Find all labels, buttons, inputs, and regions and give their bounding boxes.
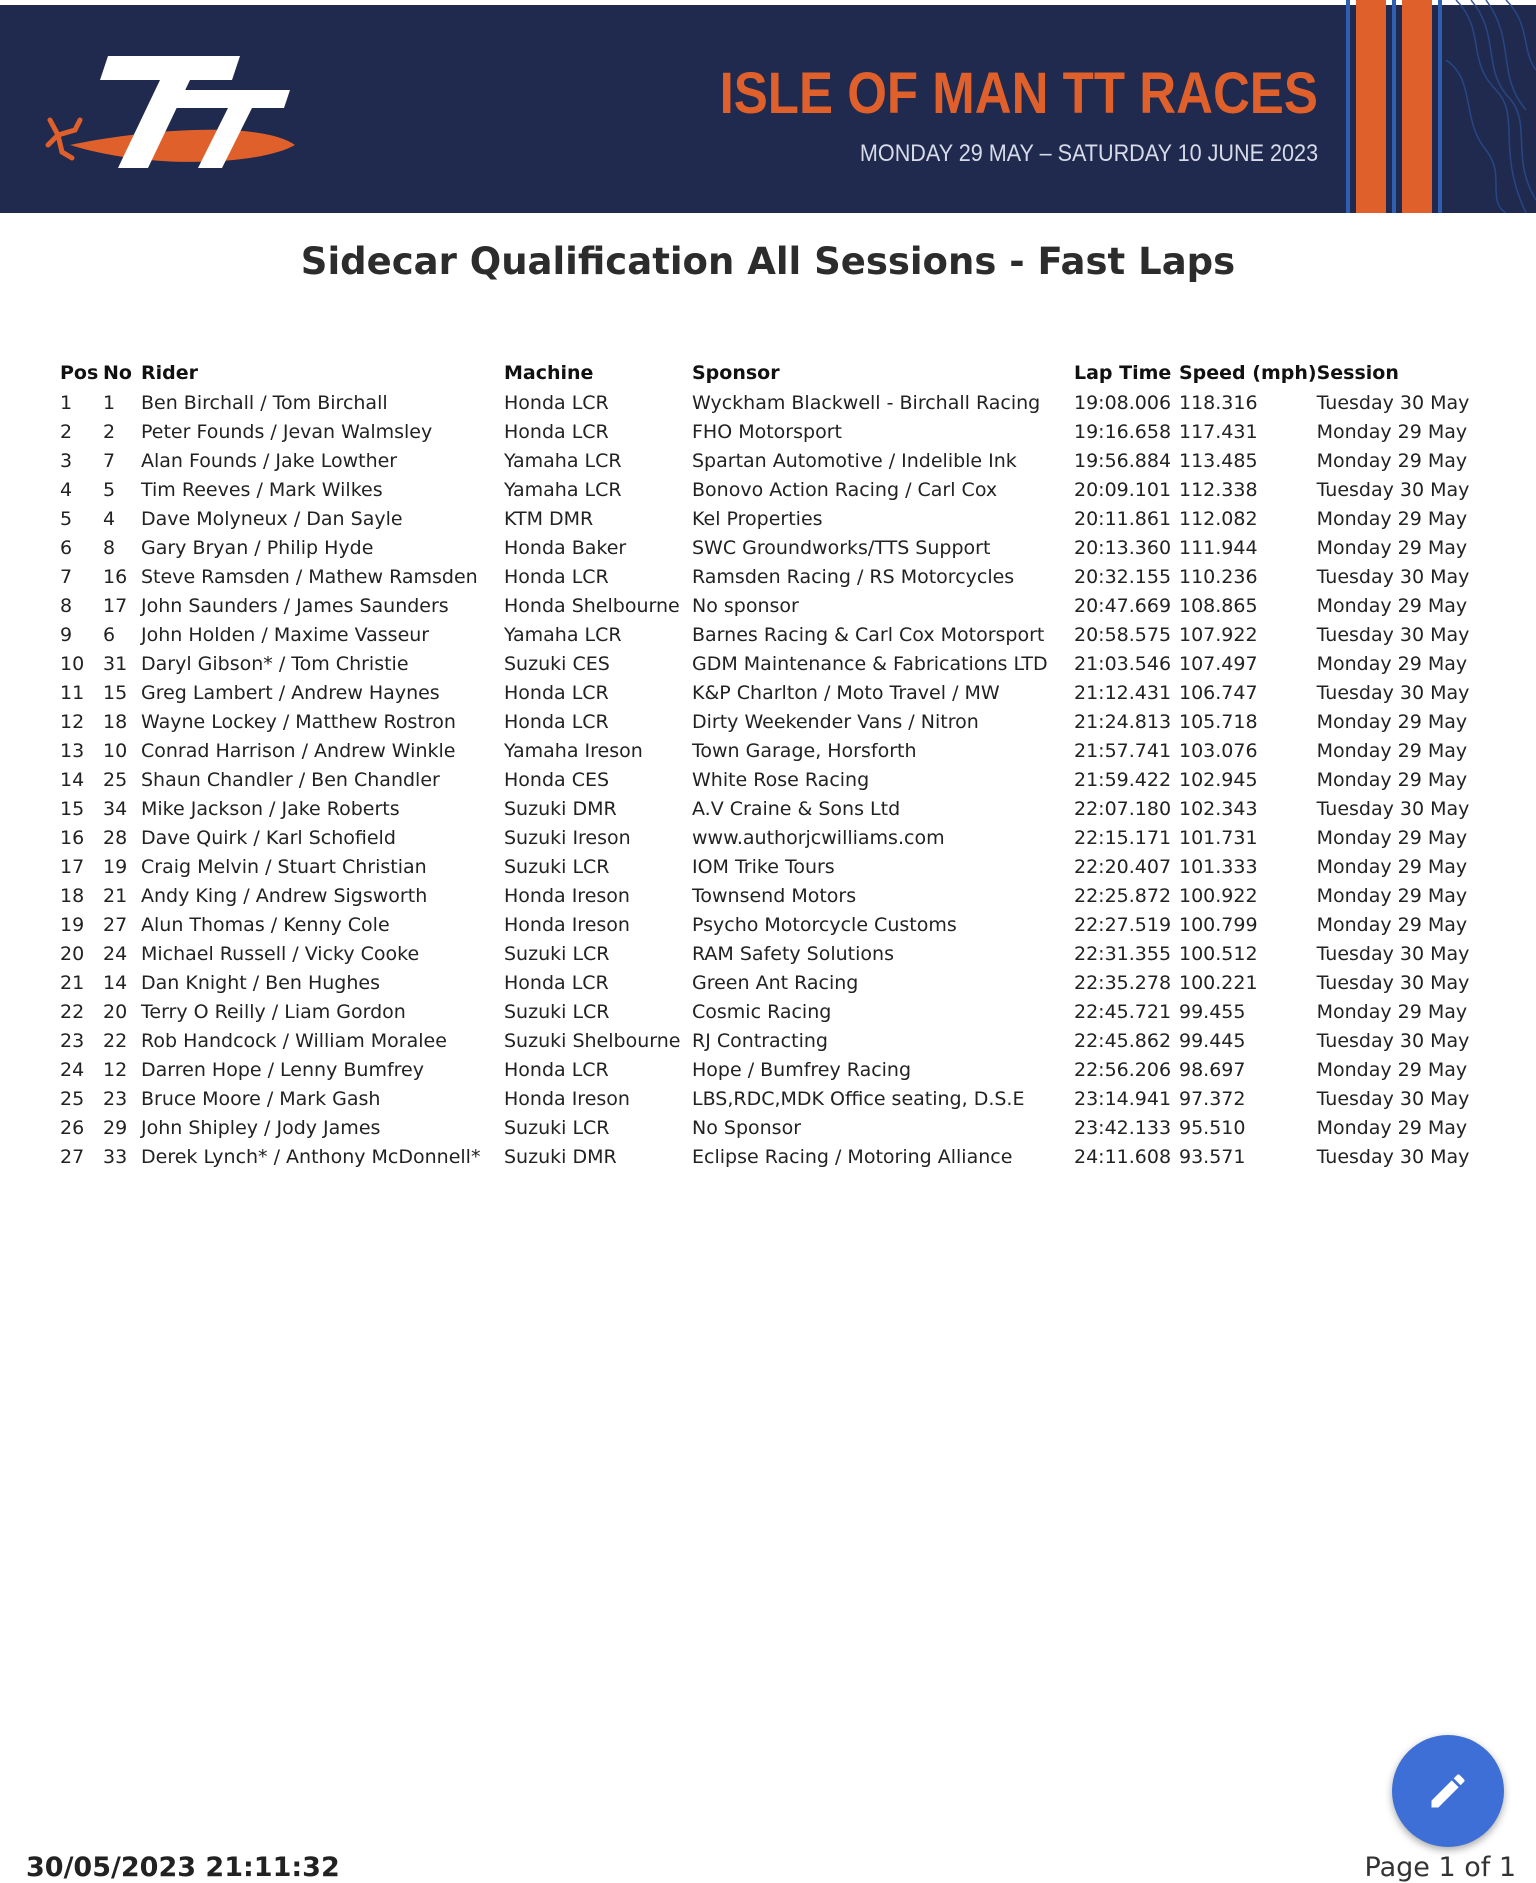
cell-lap-time: 20:58.575 [1074, 623, 1172, 646]
header-sponsor: Sponsor [692, 362, 780, 384]
cell-speed: 108.865 [1179, 594, 1258, 617]
cell-machine: KTM DMR [504, 507, 594, 530]
header-rider: Rider [141, 362, 198, 384]
cell-lap-time: 20:32.155 [1074, 565, 1172, 588]
cell-lap-time: 24:11.608 [1074, 1145, 1172, 1168]
cell-rider: Conrad Harrison / Andrew Winkle [141, 739, 456, 762]
cell-session: Tuesday 30 May [1316, 797, 1470, 820]
cell-sponsor: Spartan Automotive / Indelible Ink [692, 449, 1017, 472]
table-row [60, 533, 1477, 562]
header-no: No [103, 362, 132, 384]
cell-speed: 102.343 [1179, 797, 1258, 820]
cell-machine: Honda LCR [504, 710, 609, 733]
cell-rider: Bruce Moore / Mark Gash [141, 1087, 381, 1110]
table-row [60, 417, 1477, 446]
cell-session: Tuesday 30 May [1316, 478, 1470, 501]
cell-session: Monday 29 May [1316, 420, 1468, 443]
cell-session: Tuesday 30 May [1316, 1087, 1470, 1110]
cell-no: 22 [103, 1029, 128, 1052]
cell-machine: Yamaha Ireson [504, 739, 643, 762]
cell-pos: 4 [60, 478, 73, 501]
banner-top-border [0, 0, 1536, 5]
cell-rider: Gary Bryan / Philip Hyde [141, 536, 374, 559]
cell-machine: Suzuki Ireson [504, 826, 631, 849]
cell-sponsor: A.V Craine & Sons Ltd [692, 797, 901, 820]
cell-sponsor: White Rose Racing [692, 768, 870, 791]
cell-rider: Daryl Gibson* / Tom Christie [141, 652, 409, 675]
tt-logo-icon [30, 50, 300, 175]
cell-session: Tuesday 30 May [1316, 1029, 1470, 1052]
cell-no: 6 [103, 623, 116, 646]
cell-lap-time: 21:12.431 [1074, 681, 1172, 704]
cell-lap-time: 22:45.721 [1074, 1000, 1172, 1023]
table-header-row [60, 358, 1477, 388]
cell-sponsor: Cosmic Racing [692, 1000, 832, 1023]
cell-speed: 110.236 [1179, 565, 1258, 588]
cell-speed: 107.497 [1179, 652, 1258, 675]
table-row [60, 562, 1477, 591]
cell-machine: Suzuki Shelbourne [504, 1029, 681, 1052]
cell-lap-time: 21:59.422 [1074, 768, 1172, 791]
cell-pos: 22 [60, 1000, 85, 1023]
cell-session: Monday 29 May [1316, 594, 1468, 617]
cell-no: 19 [103, 855, 128, 878]
cell-sponsor: Town Garage, Horsforth [692, 739, 917, 762]
cell-rider: Terry O Reilly / Liam Gordon [141, 1000, 406, 1023]
cell-pos: 3 [60, 449, 73, 472]
banner-title: ISLE OF MAN TT RACES [719, 61, 1318, 126]
cell-sponsor: Eclipse Racing / Motoring Alliance [692, 1145, 1013, 1168]
cell-session: Monday 29 May [1316, 652, 1468, 675]
table-row [60, 852, 1477, 881]
cell-sponsor: RJ Contracting [692, 1029, 828, 1052]
cell-speed: 117.431 [1179, 420, 1258, 443]
report-title: Sidecar Qualification All Sessions - Fast Laps [300, 240, 1236, 283]
cell-pos: 2 [60, 420, 73, 443]
cell-no: 14 [103, 971, 128, 994]
cell-lap-time: 22:27.519 [1074, 913, 1172, 936]
cell-lap-time: 22:31.355 [1074, 942, 1172, 965]
cell-machine: Honda LCR [504, 391, 609, 414]
cell-lap-time: 22:15.171 [1074, 826, 1172, 849]
table-row [60, 678, 1477, 707]
cell-rider: Steve Ramsden / Mathew Ramsden [141, 565, 478, 588]
cell-lap-time: 21:24.813 [1074, 710, 1172, 733]
cell-pos: 8 [60, 594, 73, 617]
cell-machine: Honda Ireson [504, 1087, 630, 1110]
cell-session: Monday 29 May [1316, 536, 1468, 559]
cell-sponsor: Hope / Bumfrey Racing [692, 1058, 912, 1081]
cell-lap-time: 23:14.941 [1074, 1087, 1172, 1110]
cell-lap-time: 19:56.884 [1074, 449, 1172, 472]
cell-speed: 101.333 [1179, 855, 1258, 878]
cell-sponsor: Kel Properties [692, 507, 823, 530]
cell-lap-time: 19:08.006 [1074, 391, 1172, 414]
cell-pos: 19 [60, 913, 85, 936]
cell-no: 17 [103, 594, 128, 617]
cell-session: Tuesday 30 May [1316, 681, 1470, 704]
cell-machine: Honda Ireson [504, 913, 630, 936]
cell-no: 5 [103, 478, 116, 501]
cell-no: 7 [103, 449, 116, 472]
cell-no: 21 [103, 884, 128, 907]
cell-session: Tuesday 30 May [1316, 1145, 1470, 1168]
cell-session: Monday 29 May [1316, 913, 1468, 936]
cell-machine: Honda Baker [504, 536, 627, 559]
cell-pos: 25 [60, 1087, 85, 1110]
cell-session: Monday 29 May [1316, 826, 1468, 849]
cell-rider: John Holden / Maxime Vasseur [141, 623, 430, 646]
cell-speed: 103.076 [1179, 739, 1258, 762]
cell-session: Tuesday 30 May [1316, 391, 1470, 414]
cell-pos: 26 [60, 1116, 85, 1139]
cell-session: Tuesday 30 May [1316, 623, 1470, 646]
cell-sponsor: IOM Trike Tours [692, 855, 835, 878]
cell-rider: Michael Russell / Vicky Cooke [141, 942, 420, 965]
cell-session: Monday 29 May [1316, 449, 1468, 472]
cell-no: 12 [103, 1058, 128, 1081]
cell-pos: 7 [60, 565, 73, 588]
cell-speed: 113.485 [1179, 449, 1258, 472]
cell-sponsor: Green Ant Racing [692, 971, 859, 994]
cell-rider: Dave Molyneux / Dan Sayle [141, 507, 403, 530]
edit-button[interactable] [1392, 1735, 1504, 1847]
table-row [60, 591, 1477, 620]
cell-pos: 5 [60, 507, 73, 530]
cell-pos: 23 [60, 1029, 85, 1052]
decorative-stripes [1346, 0, 1536, 213]
table-row [60, 388, 1477, 417]
cell-speed: 100.221 [1179, 971, 1258, 994]
cell-pos: 15 [60, 797, 85, 820]
table-row [60, 997, 1477, 1026]
table-row [60, 939, 1477, 968]
cell-pos: 12 [60, 710, 85, 733]
cell-speed: 112.082 [1179, 507, 1258, 530]
table-row [60, 823, 1477, 852]
header-session: Session [1316, 362, 1399, 384]
cell-lap-time: 20:47.669 [1074, 594, 1172, 617]
cell-session: Monday 29 May [1316, 739, 1468, 762]
cell-sponsor: K&P Charlton / Moto Travel / MW [692, 681, 1000, 704]
table-row [60, 765, 1477, 794]
cell-session: Monday 29 May [1316, 1116, 1468, 1139]
cell-machine: Suzuki LCR [504, 855, 610, 878]
cell-speed: 99.445 [1179, 1029, 1246, 1052]
cell-sponsor: Townsend Motors [692, 884, 857, 907]
cell-speed: 107.922 [1179, 623, 1258, 646]
cell-sponsor: No Sponsor [692, 1116, 801, 1139]
cell-lap-time: 22:20.407 [1074, 855, 1172, 878]
cell-pos: 9 [60, 623, 73, 646]
cell-machine: Honda LCR [504, 971, 609, 994]
cell-rider: Derek Lynch* / Anthony McDonnell* [141, 1145, 481, 1168]
table-row [60, 1055, 1477, 1084]
cell-speed: 100.922 [1179, 884, 1258, 907]
cell-rider: Greg Lambert / Andrew Haynes [141, 681, 440, 704]
cell-sponsor: Ramsden Racing / RS Motorcycles [692, 565, 1015, 588]
cell-lap-time: 20:13.360 [1074, 536, 1172, 559]
table-row [60, 910, 1477, 939]
cell-rider: Craig Melvin / Stuart Christian [141, 855, 427, 878]
header-banner [0, 0, 1536, 213]
table-row [60, 504, 1477, 533]
cell-no: 4 [103, 507, 116, 530]
cell-session: Tuesday 30 May [1316, 565, 1470, 588]
cell-session: Tuesday 30 May [1316, 942, 1470, 965]
cell-speed: 100.799 [1179, 913, 1258, 936]
cell-sponsor: Bonovo Action Racing / Carl Cox [692, 478, 998, 501]
cell-rider: Dave Quirk / Karl Schofield [141, 826, 396, 849]
header-lap-time: Lap Time [1074, 362, 1172, 384]
cell-rider: Rob Handcock / William Moralee [141, 1029, 447, 1052]
cell-pos: 17 [60, 855, 85, 878]
cell-sponsor: No sponsor [692, 594, 799, 617]
table-row [60, 649, 1477, 678]
cell-rider: John Shipley / Jody James [141, 1116, 381, 1139]
cell-speed: 100.512 [1179, 942, 1258, 965]
table-row [60, 446, 1477, 475]
cell-machine: Yamaha LCR [504, 449, 622, 472]
cell-rider: Andy King / Andrew Sigsworth [141, 884, 428, 907]
table-row [60, 1113, 1477, 1142]
cell-no: 23 [103, 1087, 128, 1110]
cell-speed: 97.372 [1179, 1087, 1246, 1110]
cell-speed: 101.731 [1179, 826, 1258, 849]
footer-page-number: Page 1 of 1 [1364, 1852, 1516, 1883]
cell-session: Monday 29 May [1316, 884, 1468, 907]
cell-no: 15 [103, 681, 128, 704]
header-speed: Speed (mph) [1179, 362, 1317, 384]
cell-speed: 105.718 [1179, 710, 1258, 733]
cell-rider: Alan Founds / Jake Lowther [141, 449, 398, 472]
cell-sponsor: RAM Safety Solutions [692, 942, 894, 965]
cell-machine: Honda CES [504, 768, 610, 791]
cell-no: 16 [103, 565, 128, 588]
cell-sponsor: Wyckham Blackwell - Birchall Racing [692, 391, 1041, 414]
cell-pos: 6 [60, 536, 73, 559]
cell-rider: Alun Thomas / Kenny Cole [141, 913, 390, 936]
cell-sponsor: Psycho Motorcycle Customs [692, 913, 957, 936]
table-row [60, 1026, 1477, 1055]
cell-lap-time: 22:35.278 [1074, 971, 1172, 994]
cell-pos: 27 [60, 1145, 85, 1168]
header-machine: Machine [504, 362, 594, 384]
cell-rider: Wayne Lockey / Matthew Rostron [141, 710, 456, 733]
cell-lap-time: 22:25.872 [1074, 884, 1172, 907]
cell-machine: Suzuki LCR [504, 1000, 610, 1023]
cell-lap-time: 20:11.861 [1074, 507, 1172, 530]
cell-no: 28 [103, 826, 128, 849]
cell-pos: 18 [60, 884, 85, 907]
cell-no: 31 [103, 652, 128, 675]
cell-no: 10 [103, 739, 128, 762]
cell-machine: Suzuki DMR [504, 1145, 617, 1168]
cell-no: 18 [103, 710, 128, 733]
cell-machine: Yamaha LCR [504, 478, 622, 501]
cell-lap-time: 23:42.133 [1074, 1116, 1172, 1139]
cell-session: Monday 29 May [1316, 507, 1468, 530]
cell-session: Monday 29 May [1316, 1058, 1468, 1081]
cell-speed: 99.455 [1179, 1000, 1246, 1023]
cell-machine: Honda Ireson [504, 884, 630, 907]
cell-rider: Mike Jackson / Jake Roberts [141, 797, 400, 820]
cell-sponsor: SWC Groundworks/TTS Support [692, 536, 991, 559]
cell-lap-time: 21:57.741 [1074, 739, 1172, 762]
cell-lap-time: 21:03.546 [1074, 652, 1172, 675]
cell-machine: Yamaha LCR [504, 623, 622, 646]
cell-no: 33 [103, 1145, 128, 1168]
cell-session: Monday 29 May [1316, 1000, 1468, 1023]
table-row [60, 1142, 1477, 1171]
cell-machine: Suzuki LCR [504, 1116, 610, 1139]
cell-speed: 95.510 [1179, 1116, 1246, 1139]
cell-sponsor: GDM Maintenance & Fabrications LTD [692, 652, 1048, 675]
cell-rider: Dan Knight / Ben Hughes [141, 971, 380, 994]
cell-pos: 1 [60, 391, 73, 414]
cell-lap-time: 22:07.180 [1074, 797, 1172, 820]
header-pos: Pos [60, 362, 99, 384]
table-row [60, 707, 1477, 736]
cell-pos: 13 [60, 739, 85, 762]
cell-rider: Shaun Chandler / Ben Chandler [141, 768, 440, 791]
cell-machine: Suzuki CES [504, 652, 610, 675]
table-row [60, 736, 1477, 765]
cell-lap-time: 19:16.658 [1074, 420, 1172, 443]
cell-pos: 24 [60, 1058, 85, 1081]
cell-machine: Suzuki DMR [504, 797, 617, 820]
table-row [60, 881, 1477, 910]
table-row [60, 620, 1477, 649]
pencil-icon [1426, 1769, 1470, 1813]
cell-session: Tuesday 30 May [1316, 971, 1470, 994]
table-row [60, 968, 1477, 997]
cell-session: Monday 29 May [1316, 768, 1468, 791]
cell-rider: Ben Birchall / Tom Birchall [141, 391, 388, 414]
table-row [60, 794, 1477, 823]
cell-machine: Honda LCR [504, 565, 609, 588]
cell-sponsor: Barnes Racing & Carl Cox Motorsport [692, 623, 1045, 646]
cell-machine: Honda LCR [504, 420, 609, 443]
cell-pos: 14 [60, 768, 85, 791]
cell-speed: 98.697 [1179, 1058, 1246, 1081]
cell-sponsor: Dirty Weekender Vans / Nitron [692, 710, 979, 733]
results-table [60, 358, 1477, 1171]
cell-sponsor: LBS,RDC,MDK Office seating, D.S.E [692, 1087, 1025, 1110]
cell-speed: 118.316 [1179, 391, 1258, 414]
cell-pos: 10 [60, 652, 85, 675]
cell-no: 25 [103, 768, 128, 791]
cell-speed: 112.338 [1179, 478, 1258, 501]
cell-lap-time: 22:56.206 [1074, 1058, 1172, 1081]
cell-speed: 102.945 [1179, 768, 1258, 791]
cell-sponsor: FHO Motorsport [692, 420, 842, 443]
banner-dates: MONDAY 29 MAY – SATURDAY 10 JUNE 2023 [859, 140, 1318, 167]
cell-no: 34 [103, 797, 128, 820]
cell-pos: 11 [60, 681, 85, 704]
cell-rider: Tim Reeves / Mark Wilkes [141, 478, 383, 501]
footer-timestamp: 30/05/2023 21:11:32 [26, 1852, 340, 1883]
cell-sponsor: www.authorjcwilliams.com [692, 826, 945, 849]
cell-speed: 111.944 [1179, 536, 1258, 559]
cell-rider: Darren Hope / Lenny Bumfrey [141, 1058, 424, 1081]
cell-speed: 93.571 [1179, 1145, 1246, 1168]
cell-lap-time: 20:09.101 [1074, 478, 1172, 501]
cell-rider: Peter Founds / Jevan Walmsley [141, 420, 433, 443]
cell-pos: 20 [60, 942, 85, 965]
cell-speed: 106.747 [1179, 681, 1258, 704]
cell-pos: 21 [60, 971, 85, 994]
cell-pos: 16 [60, 826, 85, 849]
cell-no: 20 [103, 1000, 128, 1023]
cell-no: 29 [103, 1116, 128, 1139]
cell-no: 27 [103, 913, 128, 936]
cell-no: 8 [103, 536, 116, 559]
cell-session: Monday 29 May [1316, 710, 1468, 733]
cell-machine: Honda LCR [504, 681, 609, 704]
cell-rider: John Saunders / James Saunders [141, 594, 449, 617]
cell-no: 2 [103, 420, 116, 443]
table-row [60, 1084, 1477, 1113]
cell-machine: Honda LCR [504, 1058, 609, 1081]
cell-machine: Suzuki LCR [504, 942, 610, 965]
cell-lap-time: 22:45.862 [1074, 1029, 1172, 1052]
table-row [60, 475, 1477, 504]
cell-session: Monday 29 May [1316, 855, 1468, 878]
cell-machine: Honda Shelbourne [504, 594, 680, 617]
cell-no: 1 [103, 391, 116, 414]
cell-no: 24 [103, 942, 128, 965]
